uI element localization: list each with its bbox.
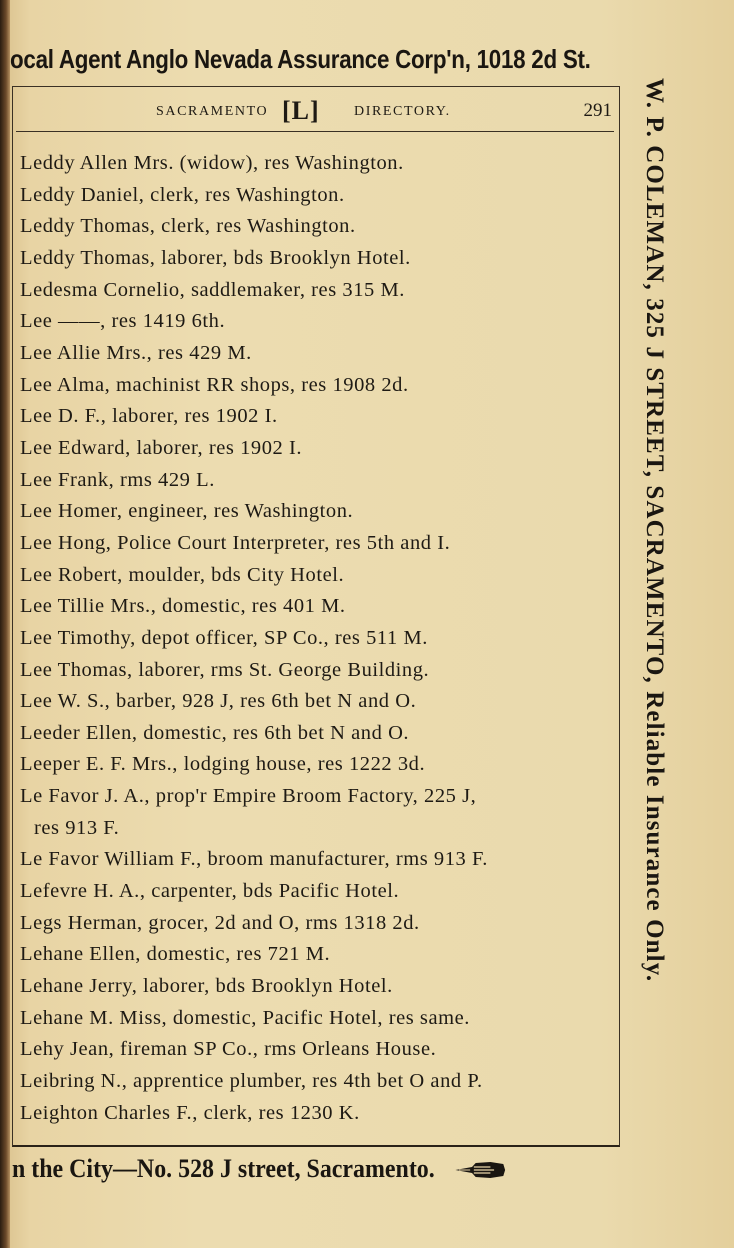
directory-entry: Leighton Charles F., clerk, res 1230 K. [20, 1101, 360, 1124]
directory-entry: Lee Frank, rms 429 L. [20, 468, 215, 491]
directory-entry: Lehane Jerry, laborer, bds Brooklyn Hotel. [20, 975, 393, 998]
directory-entry: Lefevre H. A., carpenter, bds Pacific Hotel. [20, 880, 400, 903]
directory-entry: Leddy Thomas, clerk, res Washington. [20, 215, 356, 238]
directory-entry: Lee W. S., barber, 928 J, res 6th bet N and O. [20, 690, 417, 713]
directory-entry: Leddy Allen Mrs. (widow), res Washington. [20, 152, 404, 174]
directory-entry: Leddy Thomas, laborer, bds Brooklyn Hotel. [20, 246, 411, 269]
directory-entry: Lehane Ellen, domestic, res 721 M. [20, 943, 331, 966]
directory-entry: Lee Alma, machinist RR shops, res 1908 2d. [20, 373, 409, 396]
directory-entry: Lee ——, res 1419 6th. [20, 310, 226, 333]
directory-entry: Lee Edward, laborer, res 1902 I. [20, 436, 303, 459]
directory-entries [20, 148, 610, 1129]
directory-entry: Lee Thomas, laborer, rms St. George Building. [20, 658, 430, 681]
directory-entry: Lee Timothy, depot officer, SP Co., res 511 M. [20, 626, 428, 649]
pointing-hand-icon [454, 1158, 507, 1180]
directory-entry: Legs Herman, grocer, 2d and O, rms 1318 2d. [20, 911, 420, 934]
directory-entry: Leddy Daniel, clerk, res Washington. [20, 183, 345, 206]
directory-entry: Le Favor William F., broom manufacturer, rms 913 F. [20, 848, 488, 871]
directory-entry: Leeder Ellen, domestic, res 6th bet N and O. [20, 721, 410, 744]
directory-entry-continuation: res 913 F. [34, 816, 120, 839]
page-number: 291 [583, 100, 612, 121]
directory-entry: Lee D. F., laborer, res 1902 I. [20, 405, 278, 428]
directory-entry: Lee Allie Mrs., res 429 M. [20, 341, 252, 364]
header-city: SACRAMENTO [156, 104, 269, 119]
header-rule [16, 131, 614, 132]
book-binding [0, 0, 10, 1248]
directory-entry: Lee Robert, moulder, bds City Hotel. [20, 563, 345, 586]
directory-entry: Lee Hong, Police Court Interpreter, res 5th and I. [20, 531, 451, 554]
directory-entry: Leibring N., apprentice plumber, res 4th bet O and P. [20, 1070, 483, 1093]
directory-entry: Leeper E. F. Mrs., lodging house, res 1222 3d. [20, 753, 426, 776]
bottom-advertisement [12, 1154, 592, 1184]
side-advertisement: W. P. COLEMAN, 325 J STREET, SACRAMENTO, Reliable Insurance Only. [641, 78, 668, 983]
directory-entry: Le Favor J. A., prop'r Empire Broom Factory, 225 J, [20, 785, 477, 808]
directory-entry: Lee Tillie Mrs., domestic, res 401 M. [20, 595, 346, 618]
directory-entry: Lehy Jean, fireman SP Co., rms Orleans House. [20, 1038, 437, 1061]
directory-entry: Lee Homer, engineer, res Washington. [20, 500, 354, 523]
running-header [16, 96, 614, 126]
directory-entry: Lehane M. Miss, domestic, Pacific Hotel, res same. [20, 1006, 470, 1029]
directory-entry: Ledesma Cornelio, saddlemaker, res 315 M. [20, 278, 405, 301]
bottom-advertisement-text: n the City—No. 528 J street, Sacramento. [12, 1154, 435, 1183]
header-directory: DIRECTORY. [354, 104, 451, 119]
header-letter: [L] [282, 96, 320, 125]
top-advertisement: ocal Agent Anglo Nevada Assurance Corp'n, 1018 2d St. [10, 44, 591, 74]
